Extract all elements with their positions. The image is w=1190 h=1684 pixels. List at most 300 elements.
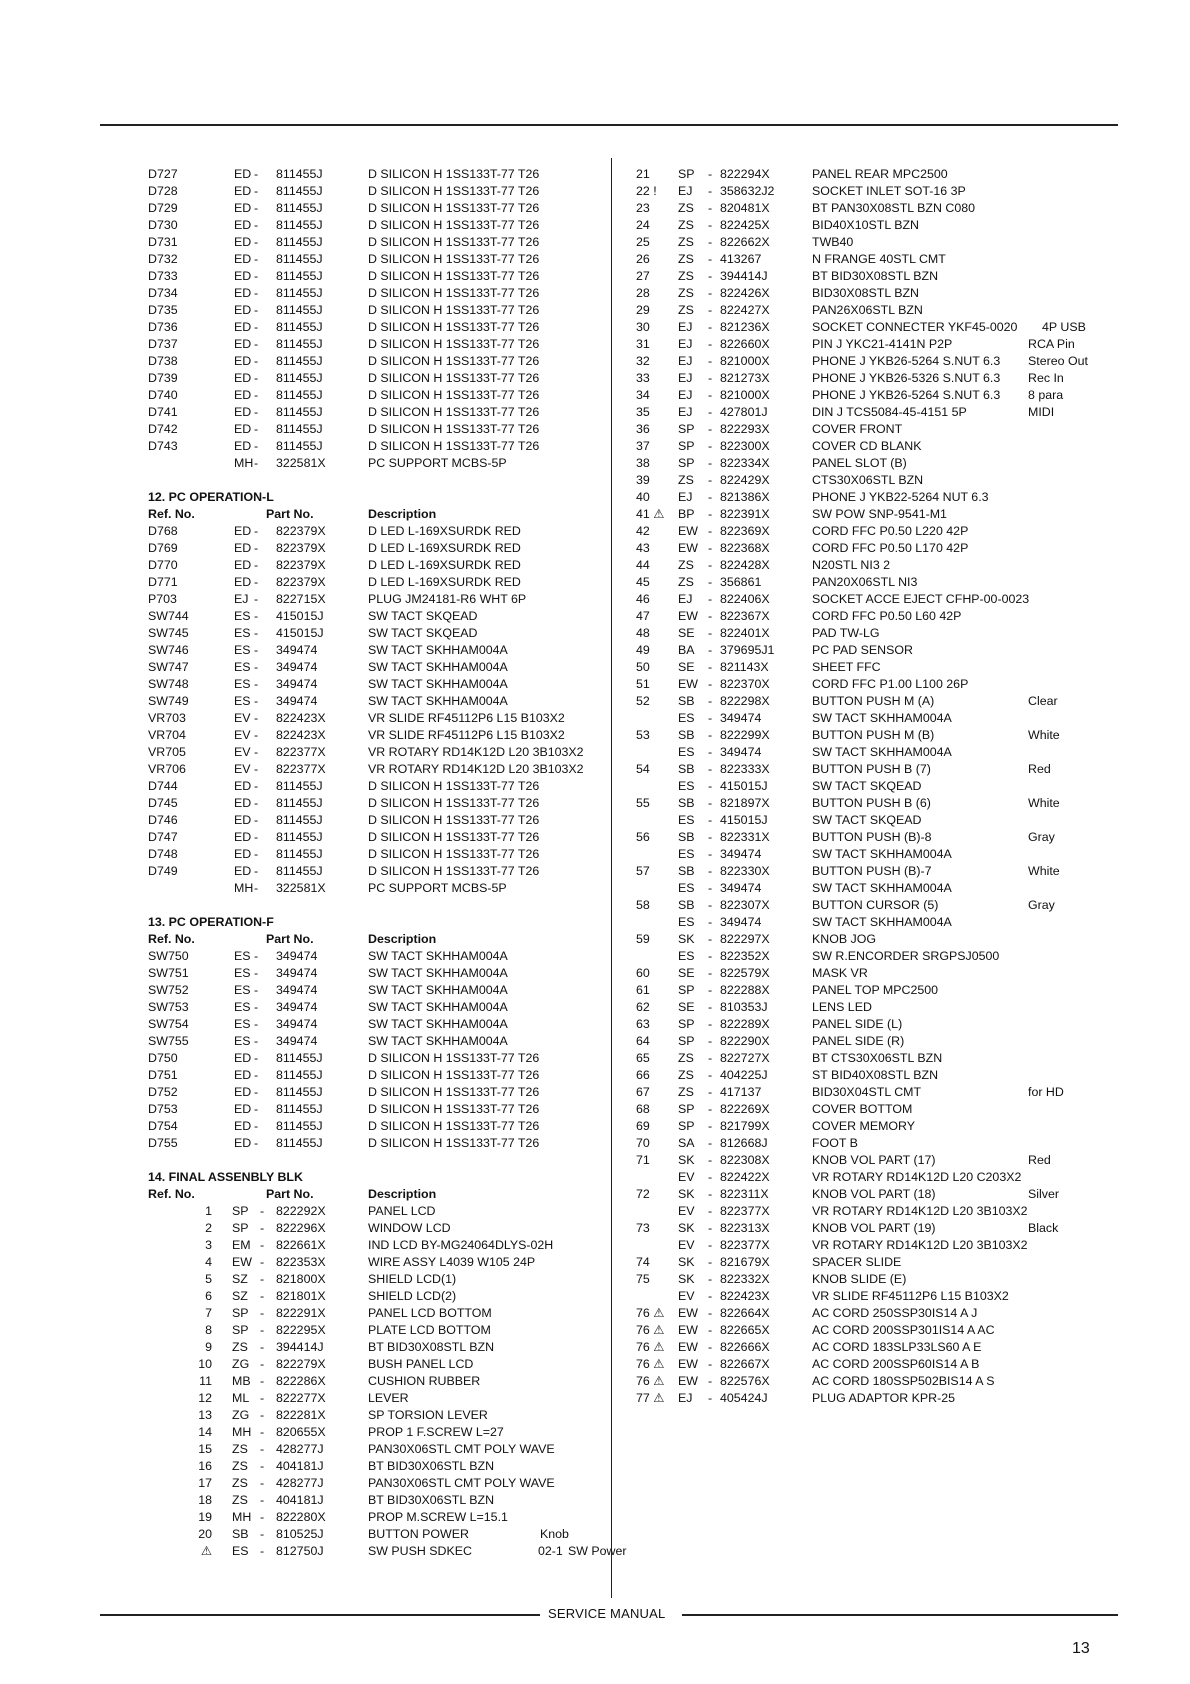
description: CORD FFC P0.50 L60 42P <box>812 609 962 623</box>
type-code: ZS <box>678 303 694 317</box>
separator: - <box>254 864 259 878</box>
separator: - <box>254 660 259 674</box>
type-code: ZS <box>232 1476 248 1490</box>
table-row <box>636 982 1106 999</box>
type-code: SP <box>678 456 695 470</box>
table-row <box>148 1016 608 1033</box>
item-number: 77 ⚠ <box>636 1391 665 1405</box>
part-number: 428277J <box>276 1442 324 1456</box>
description: KNOB VOL PART (17) <box>812 1153 936 1167</box>
separator: - <box>708 779 713 793</box>
type-code: SB <box>678 864 695 878</box>
part-number: 405424J <box>720 1391 768 1405</box>
description: D SILICON H 1SS133T-77 T26 <box>368 167 540 181</box>
table-row <box>148 268 608 285</box>
description: D SILICON H 1SS133T-77 T26 <box>368 201 540 215</box>
part-number: 358632J2 <box>720 184 775 198</box>
item-number: 2 <box>205 1221 212 1235</box>
description: KNOB VOL PART (18) <box>812 1187 936 1201</box>
description: SOCKET ACCE EJECT CFHP-00-0023 <box>812 592 1030 606</box>
separator: - <box>254 728 259 742</box>
separator: - <box>708 1153 713 1167</box>
table-row <box>636 557 1106 574</box>
separator: - <box>254 371 259 385</box>
item-number: 70 <box>636 1136 650 1150</box>
part-number: 811455J <box>276 167 323 181</box>
item-number: 47 <box>636 609 650 623</box>
top-rule <box>100 124 1118 126</box>
item-number: 34 <box>636 388 650 402</box>
description: BT BID30X08STL BZN <box>812 269 939 283</box>
separator: - <box>708 422 713 436</box>
separator: - <box>708 1204 713 1218</box>
table-row <box>148 387 608 404</box>
separator: - <box>254 1085 259 1099</box>
type-code: ED <box>234 337 252 351</box>
item-number: 25 <box>636 235 650 249</box>
part-number: 822307X <box>720 898 770 912</box>
description: SW TACT SKHHAM004A <box>812 915 952 929</box>
item-number: 36 <box>636 422 650 436</box>
separator: - <box>254 541 259 555</box>
part-number: 822279X <box>276 1357 326 1371</box>
part-number: 822377X <box>276 745 326 759</box>
ref-no: D738 <box>148 354 178 368</box>
separator: - <box>260 1289 265 1303</box>
type-code: SP <box>678 1017 695 1031</box>
separator: - <box>254 303 259 317</box>
table-row <box>636 1033 1106 1050</box>
ref-no: VR703 <box>148 711 186 725</box>
separator: - <box>254 1102 259 1116</box>
part-number: 821800X <box>276 1272 326 1286</box>
part-number: 811455J <box>276 405 323 419</box>
part-number: 322581X <box>276 456 326 470</box>
description: PIN J YKC21-4141N P2P <box>812 337 953 351</box>
table-row <box>148 795 608 812</box>
type-code: ZS <box>678 1085 694 1099</box>
part-number: 822727X <box>720 1051 770 1065</box>
description: D LED L-169XSURDK RED <box>368 541 521 555</box>
type-code: SP <box>232 1323 249 1337</box>
table-row <box>636 642 1106 659</box>
ref-no: SW744 <box>148 609 189 623</box>
table-row <box>148 285 608 302</box>
description: PLATE LCD BOTTOM <box>368 1323 491 1337</box>
description: D SILICON H 1SS133T-77 T26 <box>368 286 540 300</box>
table-row <box>636 1237 1106 1254</box>
type-code: SE <box>678 626 695 640</box>
header-part-no: Part No. <box>266 1187 314 1201</box>
separator: - <box>708 354 713 368</box>
table-row <box>636 438 1106 455</box>
table-row <box>636 319 1106 336</box>
ref-no: D737 <box>148 337 178 351</box>
table-row <box>636 1067 1106 1084</box>
part-number: 404181J <box>276 1493 324 1507</box>
part-number: 822313X <box>720 1221 770 1235</box>
description: COVER CD BLANK <box>812 439 922 453</box>
description: PAN30X06STL CMT POLY WAVE <box>368 1442 555 1456</box>
table-row <box>636 863 1106 880</box>
separator: - <box>260 1255 265 1269</box>
part-number: 349474 <box>276 643 318 657</box>
type-code: ES <box>234 677 251 691</box>
table-row <box>636 251 1106 268</box>
item-number: 63 <box>636 1017 650 1031</box>
type-code: SB <box>678 728 695 742</box>
footer-label: SERVICE MANUAL <box>548 1606 666 1621</box>
type-code: ES <box>234 949 251 963</box>
item-number: 37 <box>636 439 650 453</box>
table-row <box>148 1356 608 1373</box>
part-number: 822377X <box>720 1204 770 1218</box>
footer-rule-right <box>682 1614 1118 1616</box>
part-number: 822379X <box>276 558 326 572</box>
part-number: 349474 <box>276 694 318 708</box>
part-number: 822425X <box>720 218 770 232</box>
description: IND LCD BY-MG24064DLYS-02H <box>368 1238 554 1252</box>
table-row <box>636 846 1106 863</box>
item-number: 13 <box>198 1408 212 1422</box>
ref-no: D739 <box>148 371 178 385</box>
description: D SILICON H 1SS133T-77 T26 <box>368 796 540 810</box>
separator: - <box>260 1493 265 1507</box>
part-number: 822294X <box>720 167 770 181</box>
part-number: 822353X <box>276 1255 326 1269</box>
item-number: 76 ⚠ <box>636 1340 665 1354</box>
part-number: 821236X <box>720 320 770 334</box>
table-row <box>636 472 1106 489</box>
separator: - <box>708 745 713 759</box>
separator: - <box>254 949 259 963</box>
item-number: 45 <box>636 575 650 589</box>
part-number: 822423X <box>276 711 326 725</box>
part-number: 811455J <box>276 830 323 844</box>
type-code: ED <box>234 422 252 436</box>
description: D LED L-169XSURDK RED <box>368 558 521 572</box>
part-number: 822280X <box>276 1510 326 1524</box>
table-row <box>148 761 608 778</box>
type-code: SB <box>232 1527 249 1541</box>
type-code: SP <box>678 1034 695 1048</box>
type-code: ZS <box>678 558 694 572</box>
part-number: 404181J <box>276 1459 324 1473</box>
table-row <box>148 846 608 863</box>
type-code: ES <box>678 949 695 963</box>
part-number: 811455J <box>276 1102 323 1116</box>
description: PAN20X06STL NI3 <box>812 575 918 589</box>
description: VR ROTARY RD14K12D L20 3B103X2 <box>812 1204 1028 1218</box>
ref-no: VR705 <box>148 745 186 759</box>
part-number: 812668J <box>720 1136 768 1150</box>
header-description: Description <box>368 932 437 946</box>
separator: - <box>708 796 713 810</box>
ref-no: D727 <box>148 167 178 181</box>
separator: - <box>708 1340 713 1354</box>
separator: - <box>260 1408 265 1422</box>
ref-no: VR706 <box>148 762 186 776</box>
separator: - <box>254 337 259 351</box>
separator: - <box>708 575 713 589</box>
description: SW TACT SKHHAM004A <box>368 660 508 674</box>
type-code: EV <box>234 762 251 776</box>
table-header <box>148 506 608 523</box>
ref-no: D745 <box>148 796 178 810</box>
item-number: 69 <box>636 1119 650 1133</box>
ref-no: SW746 <box>148 643 189 657</box>
table-row <box>148 1458 608 1475</box>
separator: - <box>260 1544 265 1558</box>
description: VR ROTARY RD14K12D L20 3B103X2 <box>812 1238 1028 1252</box>
item-number: ⚠ <box>200 1544 212 1558</box>
table-row <box>636 404 1106 421</box>
part-number: 349474 <box>276 1017 318 1031</box>
description: SW TACT SKHHAM004A <box>368 694 508 708</box>
ref-no: D747 <box>148 830 178 844</box>
description: SW TACT SKQEAD <box>368 609 478 623</box>
description: SW TACT SKHHAM004A <box>812 745 952 759</box>
separator: - <box>708 1306 713 1320</box>
separator: - <box>708 269 713 283</box>
description: SW TACT SKHHAM004A <box>368 1034 508 1048</box>
type-code: EV <box>234 728 251 742</box>
description: D SILICON H 1SS133T-77 T26 <box>368 864 540 878</box>
separator: - <box>708 728 713 742</box>
separator: - <box>708 439 713 453</box>
part-number: 822298X <box>720 694 770 708</box>
separator: - <box>254 1136 259 1150</box>
item-number: 51 <box>636 677 650 691</box>
type-code: ES <box>234 1000 251 1014</box>
type-code: ES <box>678 847 695 861</box>
description: AC CORD 250SSP30IS14 A J <box>812 1306 978 1320</box>
part-number: 811455J <box>276 320 323 334</box>
part-number: 821799X <box>720 1119 770 1133</box>
separator: - <box>708 184 713 198</box>
part-number: 822662X <box>720 235 770 249</box>
description: CUSHION RUBBER <box>368 1374 481 1388</box>
part-number: 394414J <box>276 1340 324 1354</box>
separator: - <box>254 762 259 776</box>
table-row <box>636 1373 1106 1390</box>
part-number: 822666X <box>720 1340 770 1354</box>
remark: 8 para <box>1028 388 1064 402</box>
separator: - <box>260 1204 265 1218</box>
description: PLUG JM24181-R6 WHT 6P <box>368 592 527 606</box>
description: D SILICON H 1SS133T-77 T26 <box>368 337 540 351</box>
item-number: 48 <box>636 626 650 640</box>
separator: - <box>254 524 259 538</box>
separator: - <box>708 1051 713 1065</box>
part-number: 811455J <box>276 1119 323 1133</box>
part-number: 822291X <box>276 1306 326 1320</box>
ref-no: D742 <box>148 422 178 436</box>
type-code: ZS <box>678 201 694 215</box>
ref-no: D733 <box>148 269 178 283</box>
separator: - <box>254 677 259 691</box>
header-ref: Ref. No. <box>148 932 195 946</box>
description: D SILICON H 1SS133T-77 T26 <box>368 439 540 453</box>
item-number: 32 <box>636 354 650 368</box>
item-number: 14 <box>198 1425 212 1439</box>
type-code: ES <box>678 779 695 793</box>
table-row <box>148 812 608 829</box>
part-number: 822333X <box>720 762 770 776</box>
type-code: SP <box>678 167 695 181</box>
part-number: 349474 <box>720 915 762 929</box>
description: PC PAD SENSOR <box>812 643 913 657</box>
table-row <box>636 1339 1106 1356</box>
table-row <box>636 880 1106 897</box>
table-row <box>636 1118 1106 1135</box>
table-row <box>636 1390 1106 1407</box>
separator: - <box>708 252 713 266</box>
item-number: 8 <box>205 1323 212 1337</box>
ref-no: D741 <box>148 405 178 419</box>
type-code: EJ <box>678 405 693 419</box>
separator: - <box>708 1102 713 1116</box>
part-number: 428277J <box>276 1476 324 1490</box>
ref-no: SW754 <box>148 1017 189 1031</box>
remark: Knob <box>540 1527 569 1541</box>
table-row <box>148 1339 608 1356</box>
item-number: 74 <box>636 1255 650 1269</box>
table-row <box>148 166 608 183</box>
table-row <box>148 1254 608 1271</box>
part-number: 415015J <box>276 626 324 640</box>
part-number: 811455J <box>276 269 323 283</box>
type-code: SK <box>678 1221 695 1235</box>
item-number: 35 <box>636 405 650 419</box>
type-code: ED <box>234 184 252 198</box>
type-code: EV <box>234 745 251 759</box>
part-number: 822576X <box>720 1374 770 1388</box>
description: PANEL LCD BOTTOM <box>368 1306 492 1320</box>
part-number: 822295X <box>276 1323 326 1337</box>
type-code: ZS <box>678 252 694 266</box>
separator: - <box>708 881 713 895</box>
type-code: MH <box>234 881 254 895</box>
part-number: 811455J <box>276 779 323 793</box>
spacer <box>148 472 608 489</box>
type-code: SP <box>678 983 695 997</box>
item-number: 59 <box>636 932 650 946</box>
description: BUTTON CURSOR (5) <box>812 898 939 912</box>
description: CTS30X06STL BZN <box>812 473 924 487</box>
part-number: 811455J <box>276 354 323 368</box>
type-code: ED <box>234 1119 252 1133</box>
separator: - <box>254 1119 259 1133</box>
separator: - <box>708 983 713 997</box>
type-code: ED <box>234 575 252 589</box>
type-code: ED <box>234 558 252 572</box>
separator: - <box>708 626 713 640</box>
item-number: 7 <box>205 1306 212 1320</box>
part-number: 811455J <box>276 201 323 215</box>
description: D SILICON H 1SS133T-77 T26 <box>368 303 540 317</box>
table-row <box>636 1050 1106 1067</box>
table-row <box>148 693 608 710</box>
type-code: ED <box>234 830 252 844</box>
item-number: 22 ! <box>636 184 657 198</box>
type-code: ES <box>234 983 251 997</box>
type-code: ZS <box>678 575 694 589</box>
part-number: 820655X <box>276 1425 326 1439</box>
type-code: ES <box>232 1544 249 1558</box>
description: AC CORD 180SSP502BIS14 A S <box>812 1374 995 1388</box>
description: LEVER <box>368 1391 409 1405</box>
description: PANEL LCD <box>368 1204 436 1218</box>
table-row <box>636 217 1106 234</box>
description: D SILICON H 1SS133T-77 T26 <box>368 269 540 283</box>
description: BT BID30X06STL BZN <box>368 1493 495 1507</box>
part-number: 822286X <box>276 1374 326 1388</box>
type-code: SP <box>232 1204 249 1218</box>
description: PANEL SIDE (R) <box>812 1034 905 1048</box>
description: SW TACT SKHHAM004A <box>368 643 508 657</box>
type-code: ED <box>234 320 252 334</box>
part-number: 349474 <box>276 660 318 674</box>
ref-no: SW750 <box>148 949 189 963</box>
part-number: 822277X <box>276 1391 326 1405</box>
type-code: EJ <box>678 320 693 334</box>
type-code: ES <box>234 966 251 980</box>
type-code: MH <box>232 1425 252 1439</box>
part-number: 811455J <box>276 303 323 317</box>
ref-no: D744 <box>148 779 178 793</box>
description: D SILICON H 1SS133T-77 T26 <box>368 320 540 334</box>
table-row <box>148 557 608 574</box>
ref-no: SW747 <box>148 660 189 674</box>
type-code: ES <box>234 660 251 674</box>
separator: - <box>254 320 259 334</box>
ref-no: SW748 <box>148 677 189 691</box>
item-number: 24 <box>636 218 650 232</box>
type-code: MB <box>232 1374 251 1388</box>
separator: - <box>254 626 259 640</box>
type-code: SP <box>678 422 695 436</box>
description: BUTTON PUSH B (7) <box>812 762 931 776</box>
table-row <box>636 659 1106 676</box>
item-number: 39 <box>636 473 650 487</box>
table-row <box>148 1526 608 1543</box>
description: VR ROTARY RD14K12D L20 3B103X2 <box>368 745 584 759</box>
part-number: 821000X <box>720 354 770 368</box>
part-number: 811455J <box>276 337 323 351</box>
item-number: 55 <box>636 796 650 810</box>
part-number: 821273X <box>720 371 770 385</box>
item-number: 71 <box>636 1153 650 1167</box>
separator: - <box>260 1442 265 1456</box>
table-row <box>148 183 608 200</box>
part-number: 822428X <box>720 558 770 572</box>
table-row <box>636 1016 1106 1033</box>
table-row <box>148 1237 608 1254</box>
remark: White <box>1028 864 1060 878</box>
type-code: ED <box>234 1068 252 1082</box>
separator: - <box>708 286 713 300</box>
part-number: 822427X <box>720 303 770 317</box>
type-code: SK <box>678 1255 695 1269</box>
part-number: 811455J <box>276 286 323 300</box>
part-number: 349474 <box>276 983 318 997</box>
separator: - <box>708 371 713 385</box>
separator: - <box>708 643 713 657</box>
separator: - <box>708 1272 713 1286</box>
separator: - <box>260 1306 265 1320</box>
part-number: 811455J <box>276 796 323 810</box>
